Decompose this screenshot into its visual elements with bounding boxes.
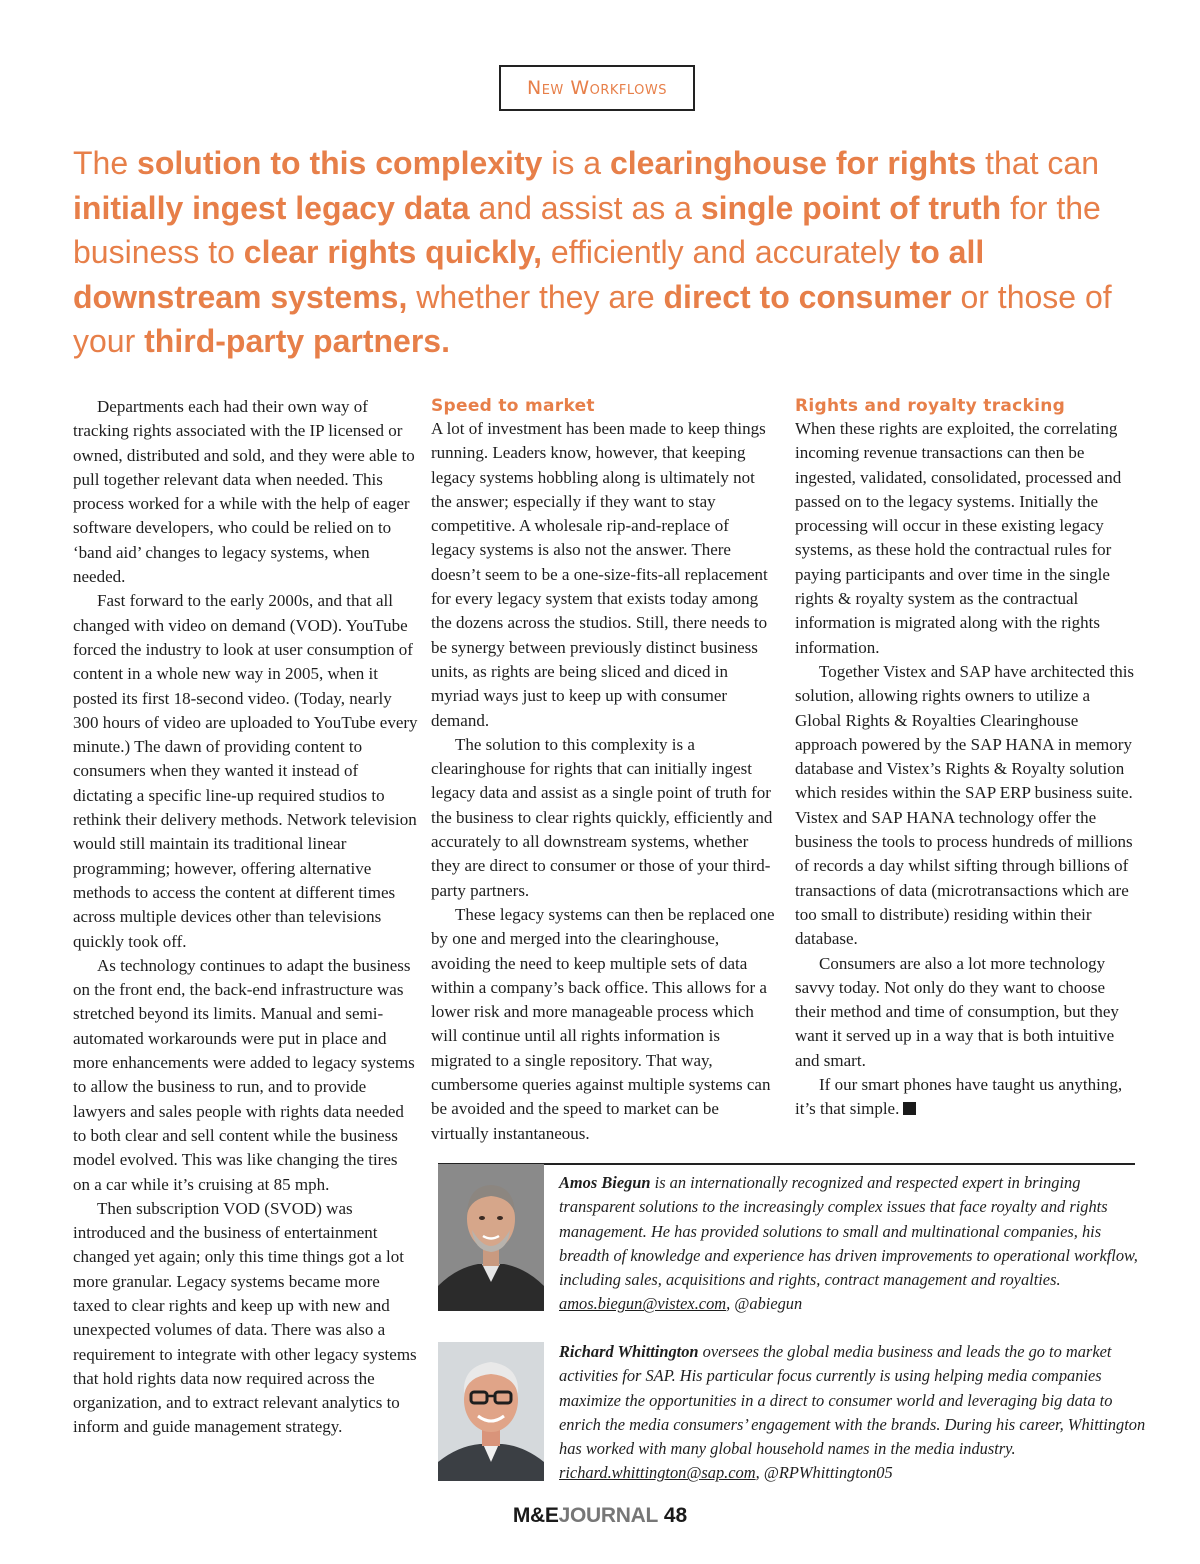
body-paragraph: When these rights are exploited, the correlating incoming revenue transactions can then be ingested, validated, consolidated, processed and passed on to the legacy systems. Initially the processing will occur in these existing legacy systems, as these hold the contractual rules for paying participants and over time in the single rights & royalty system as the contractual information is migrated along with the rights information. bbox=[795, 419, 1122, 657]
article-column-3 bbox=[795, 395, 1137, 1122]
article-column-2 bbox=[431, 395, 776, 1146]
page-footer bbox=[0, 1504, 1200, 1528]
end-of-article-mark bbox=[903, 1102, 916, 1115]
author-bio-richard-whittington: Richard Whittington oversees the global media business and leads the go to market activities for SAP. His particular focus currently is using helping media companies maximize the opportunities in a direct to consumer world and leveraging big data to enrich the media consumers’ engagement with the brands. During his career, Whittington has worked with many global household names in the media industry. richard.whittington@sap.com, @RPWhittington05 bbox=[559, 1342, 1146, 1483]
author-bio-amos-biegun: Amos Biegun is an internationally recognized and respected expert in bringing transparent solutions to the increasingly complex issues that face royalty and rights management. He has provided solutions to small and multinational companies, his breadth of knowledge and experience has driven improvements to operational workflow, including sales, acquisitions and rights, contract management and royalties. amos.biegun@vistex.com, @abiegun bbox=[559, 1173, 1138, 1314]
body-paragraph: Consumers are also a lot more technology savvy today. Not only do they want to choose their method and time of consumption, but they want it served up in a way that is both intuitive and smart. bbox=[795, 953, 1119, 1070]
body-paragraph: Then subscription VOD (SVOD) was introduced and the business of entertainment changed yet again; only this time things got a lot more granular. Legacy systems became more taxed to clear rights and keep up with new and unexpected volumes of data. There was also a requirement to integrate with other legacy systems that hold rights data now required across the organization, and to extract relevant analytics to inform and guide management strategy. bbox=[73, 1198, 417, 1437]
article-column-1 bbox=[73, 395, 418, 1440]
author-name: Richard Whittington bbox=[559, 1342, 699, 1361]
journal-logo: M&EJOURNAL bbox=[512, 1504, 658, 1527]
body-paragraph-final: If our smart phones have taught us anything, it’s that simple. bbox=[795, 1075, 1123, 1119]
author-photo-amos-biegun bbox=[438, 1164, 544, 1311]
section-tag: New Workflows bbox=[499, 65, 695, 111]
body-paragraph: These legacy systems can then be replaced one by one and merged into the clearinghouse, avoiding the need to keep multiple sets of data within a company’s back office. This allows for a lower risk and more manageable process which will continue until all rights information is migrated to a single repository. That way, cumbersome queries against multiple systems can be avoided and the speed to market can be virtually instantaneous. bbox=[431, 904, 775, 1143]
page-number: 48 bbox=[663, 1504, 688, 1527]
body-paragraph: A lot of investment has been made to keep things running. Leaders know, however, that keeping legacy systems hobbling along is ultimately not the answer; especially if they want to stay competitive. A wholesale rip-and-replace of legacy systems is also not the answer. There doesn’t seem to be a one-size-fits-all replacement for every legacy system that exists today among the dozens across the studios. Still, there needs to be synergy between previously distinct business units, as rights are being sliced and diced in myriad ways just to keep up with consumer demand. bbox=[431, 419, 768, 730]
author-photo-richard-whittington bbox=[438, 1342, 544, 1481]
body-paragraph: Fast forward to the early 2000s, and that all changed with video on demand (VOD). YouTube forced the industry to look at user consumption of content in a whole new way in 2005, when it posted its first 18-second video. (Today, nearly 300 hours of video are uploaded to YouTube every minute.) The dawn of providing content to consumers when they wanted it instead of dictating a specific line-up required studios to rethink their delivery methods. Network television would still maintain its traditional linear programming; however, offering alternative methods to access the content at different times across multiple devices other than televisions quickly took off. bbox=[73, 591, 418, 951]
section-heading-speed-to-market: Speed to market bbox=[431, 396, 595, 416]
body-paragraph: The solution to this complexity is a clearinghouse for rights that can initially ingest legacy data and assist as a single point of truth for the business to clear rights quickly, efficiently and accurately to all downstream systems, whether they are direct to consumer or those of your third-party partners. bbox=[431, 734, 773, 900]
body-paragraph: As technology continues to adapt the business on the front end, the back-end infrastructure was stretched beyond its limits. Manual and semi-automated workarounds were put in place and more enhancements were added to legacy systems to allow the business to run, and to provide lawyers and sales people with rights data needed to both clear and sell content while the business model evolved. This was like changing the tires on a car while it’s cruising at 85 mph. bbox=[73, 955, 415, 1194]
author-email-link[interactable]: amos.biegun@vistex.com bbox=[559, 1294, 727, 1314]
author-email-link[interactable]: richard.whittington@sap.com bbox=[559, 1463, 756, 1483]
author-name: Amos Biegun bbox=[559, 1173, 651, 1192]
body-paragraph: Together Vistex and SAP have architected this solution, allowing rights owners to utilize a Global Rights & Royalties Clearinghouse approach powered by the SAP HANA in memory database and Vistex’s Rights & Royalty solution which resides within the SAP ERP business suite. Vistex and SAP HANA technology offer the business the tools to process hundreds of millions of records a day whilst sifting through billions of transactions of data (microtransactions which are too small to distribute) residing within their database. bbox=[795, 661, 1135, 949]
pull-quote: The solution to this complexity is a clearinghouse for rights that can initially ingest legacy data and assist as a single point of truth for the business to clear rights quickly, efficiently and accurately to all downstream systems, whether they are direct to consumer or those of your third-party partners. bbox=[73, 145, 1112, 360]
section-heading-rights-royalty: Rights and royalty tracking bbox=[795, 396, 1066, 416]
body-paragraph: Departments each had their own way of tracking rights associated with the IP licensed or owned, distributed and sold, and they were able to pull together relevant data when needed. This process worked for a while with the help of eager software developers, who could be relied on to ‘band aid’ changes to legacy systems, when needed. bbox=[73, 397, 415, 587]
